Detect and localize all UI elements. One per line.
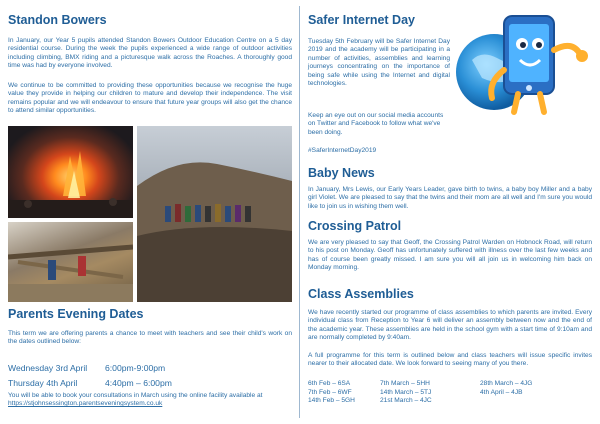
safer-internet-heading: Safer Internet Day bbox=[308, 13, 415, 27]
booking-link[interactable]: https://stjohnsessington.parentseveningsystem.co.uk bbox=[8, 400, 163, 408]
schedule-column-1 bbox=[308, 380, 380, 406]
date-time: 4:40pm – 6:00pm bbox=[105, 378, 172, 388]
date-day: Thursday 4th April bbox=[8, 378, 78, 388]
date-time: 6:00pm-9:00pm bbox=[105, 363, 166, 373]
baby-news-heading: Baby News bbox=[308, 166, 375, 180]
safer-internet-paragraph-2: Keep an eye out on our social media accounts on Twitter and Facebook to follow what we've been doing. bbox=[308, 112, 444, 136]
safer-internet-hashtag: #SaferInternetDay2019 bbox=[308, 147, 377, 154]
baby-news-paragraph: In January, Mrs Lewis, our Early Years Leader, gave birth to twins, a baby boy Miller and a baby girl Violet. We are pleased to say that the twins and their mom are all well and I'm sure you would like to join us in wishing them well. bbox=[308, 186, 592, 210]
standon-paragraph-2: We continue to be committed to providing these opportunities because we recognise the huge value they provide in helping our children to mature and develop their independence. The visit remains popular and we will endeavour to ensure that future year groups will also get the chance to attend similar opportunities. bbox=[8, 82, 292, 115]
date-day: Wednesday 3rd April bbox=[8, 363, 88, 373]
booking-text: You will be able to book your consultations in March using the online facility available at bbox=[8, 392, 263, 399]
schedule-item: 28th March – 4JG bbox=[480, 380, 533, 387]
safer-internet-paragraph-1: Tuesday 5th February will be Safer Internet Day 2019 and the academy will be participating in a number of activities, assemblies and learning journeys concentrating on the importance of being safe while using the Internet and digital technologies. bbox=[308, 38, 450, 88]
schedule-item: 7th Feb – 6WF bbox=[308, 388, 352, 396]
class-assemblies-paragraph-2: A full programme for this term is outlined below and class teachers will issue specific invites nearer to their allocated date. We look forward to seeing many of you there. bbox=[308, 352, 592, 368]
standon-bowers-heading: Standon Bowers bbox=[8, 13, 107, 27]
assembly-schedule bbox=[308, 380, 592, 406]
crossing-patrol-heading: Crossing Patrol bbox=[308, 219, 402, 233]
class-assemblies-paragraph-1: We have recently started our programme of class assemblies to which parents are invited. Every individual class from Reception to Year 6 will deliver an assembly between now and the end of the academic year. These assemblies are held in the school gym with a start time of 9:10am and are normally completed by 9:40am. bbox=[308, 309, 592, 342]
schedule-item: 14th March – 5TJ bbox=[380, 388, 432, 396]
schedule-column-2 bbox=[380, 380, 480, 406]
standon-paragraph-1: In January, our Year 5 pupils attended Standon Bowers Outdoor Education Centre on a 5 day residential course. During the week the pupils experienced a wide range of outdoor activities including climbing, BMX riding and a picturesque walk across the Roaches. A thoroughly good time was had by everyone involved. bbox=[8, 37, 292, 70]
schedule-item: 14th Feb – 5GH bbox=[308, 397, 355, 405]
schedule-item: 4th April – 4JB bbox=[480, 388, 523, 396]
schedule-column-3 bbox=[480, 380, 532, 406]
tablet-mascot-icon bbox=[452, 10, 594, 120]
parents-evening-heading: Parents Evening Dates bbox=[8, 307, 144, 321]
schedule-item: 6th Feb – 6SA bbox=[308, 380, 351, 387]
schedule-item: 21st March – 4JC bbox=[380, 397, 432, 405]
tablet-mascot-icon bbox=[452, 10, 594, 120]
schedule-item: 7th March – 5HH bbox=[380, 380, 430, 387]
class-assemblies-heading: Class Assemblies bbox=[308, 287, 414, 301]
parents-evening-intro: This term we are offering parents a chance to meet with teachers and see their child's work on the dates outlined below: bbox=[8, 330, 292, 346]
crossing-patrol-paragraph: We are very pleased to say that Geoff, the Crossing Patrol Warden on Hobnock Road, will return to his post on Monday. Geoff has unfortunately suffered with illness over the last few weeks and has of course been greatly missed. I am sure you will all join us in welcoming him back on Monday morning. bbox=[308, 239, 592, 272]
